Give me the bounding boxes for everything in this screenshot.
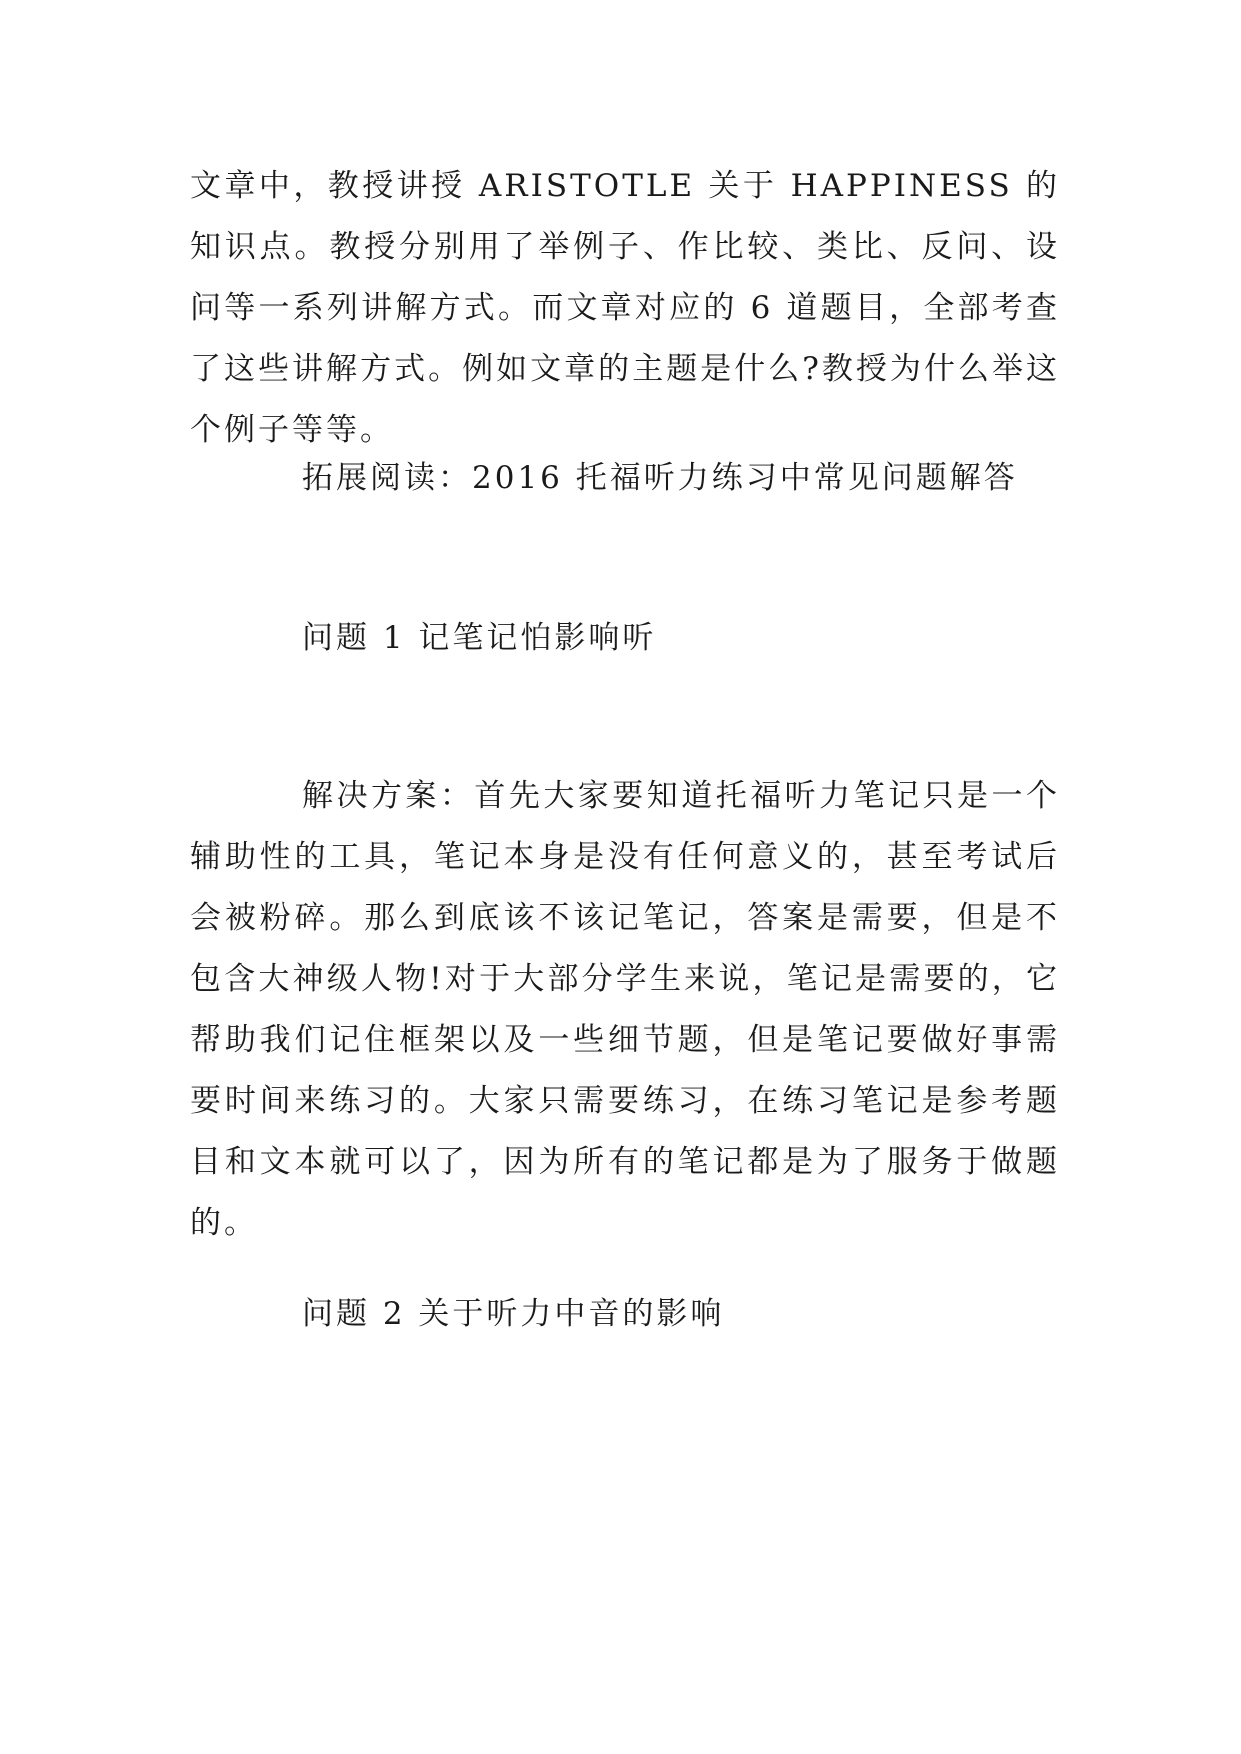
- question-2-title: 问题 2 关于听力中音的影响: [302, 1296, 725, 1332]
- extended-reading-title: 拓展阅读：2016 托福听力练习中常见问题解答: [302, 460, 1018, 496]
- question-1-title: 问题 1 记笔记怕影响听: [302, 620, 657, 656]
- intro-paragraph: 文章中，教授讲授 ARISTOTLE 关于 HAPPINESS 的知识点。教授分别用了举例子、作比较、类比、反问、设问等一系列讲解方式。而文章对应的 6 道题目，全部考查了这些讲解方式。例如文章的主题是什么?教授为什么举这个例子等等。: [190, 168, 1060, 448]
- solution-1-paragraph: 解决方案：首先大家要知道托福听力笔记只是一个辅助性的工具，笔记本身是没有任何意义的，甚至考试后会被粉碎。那么到底该不该记笔记，答案是需要，但是不包含大神级人物!对于大部分学生来说，笔记是需要的，它帮助我们记住框架以及一些细节题，但是笔记要做好事需要时间来练习的。大家只需要练习，在练习笔记是参考题目和文本就可以了，因为所有的笔记都是为了服务于做题的。: [190, 778, 1060, 1241]
